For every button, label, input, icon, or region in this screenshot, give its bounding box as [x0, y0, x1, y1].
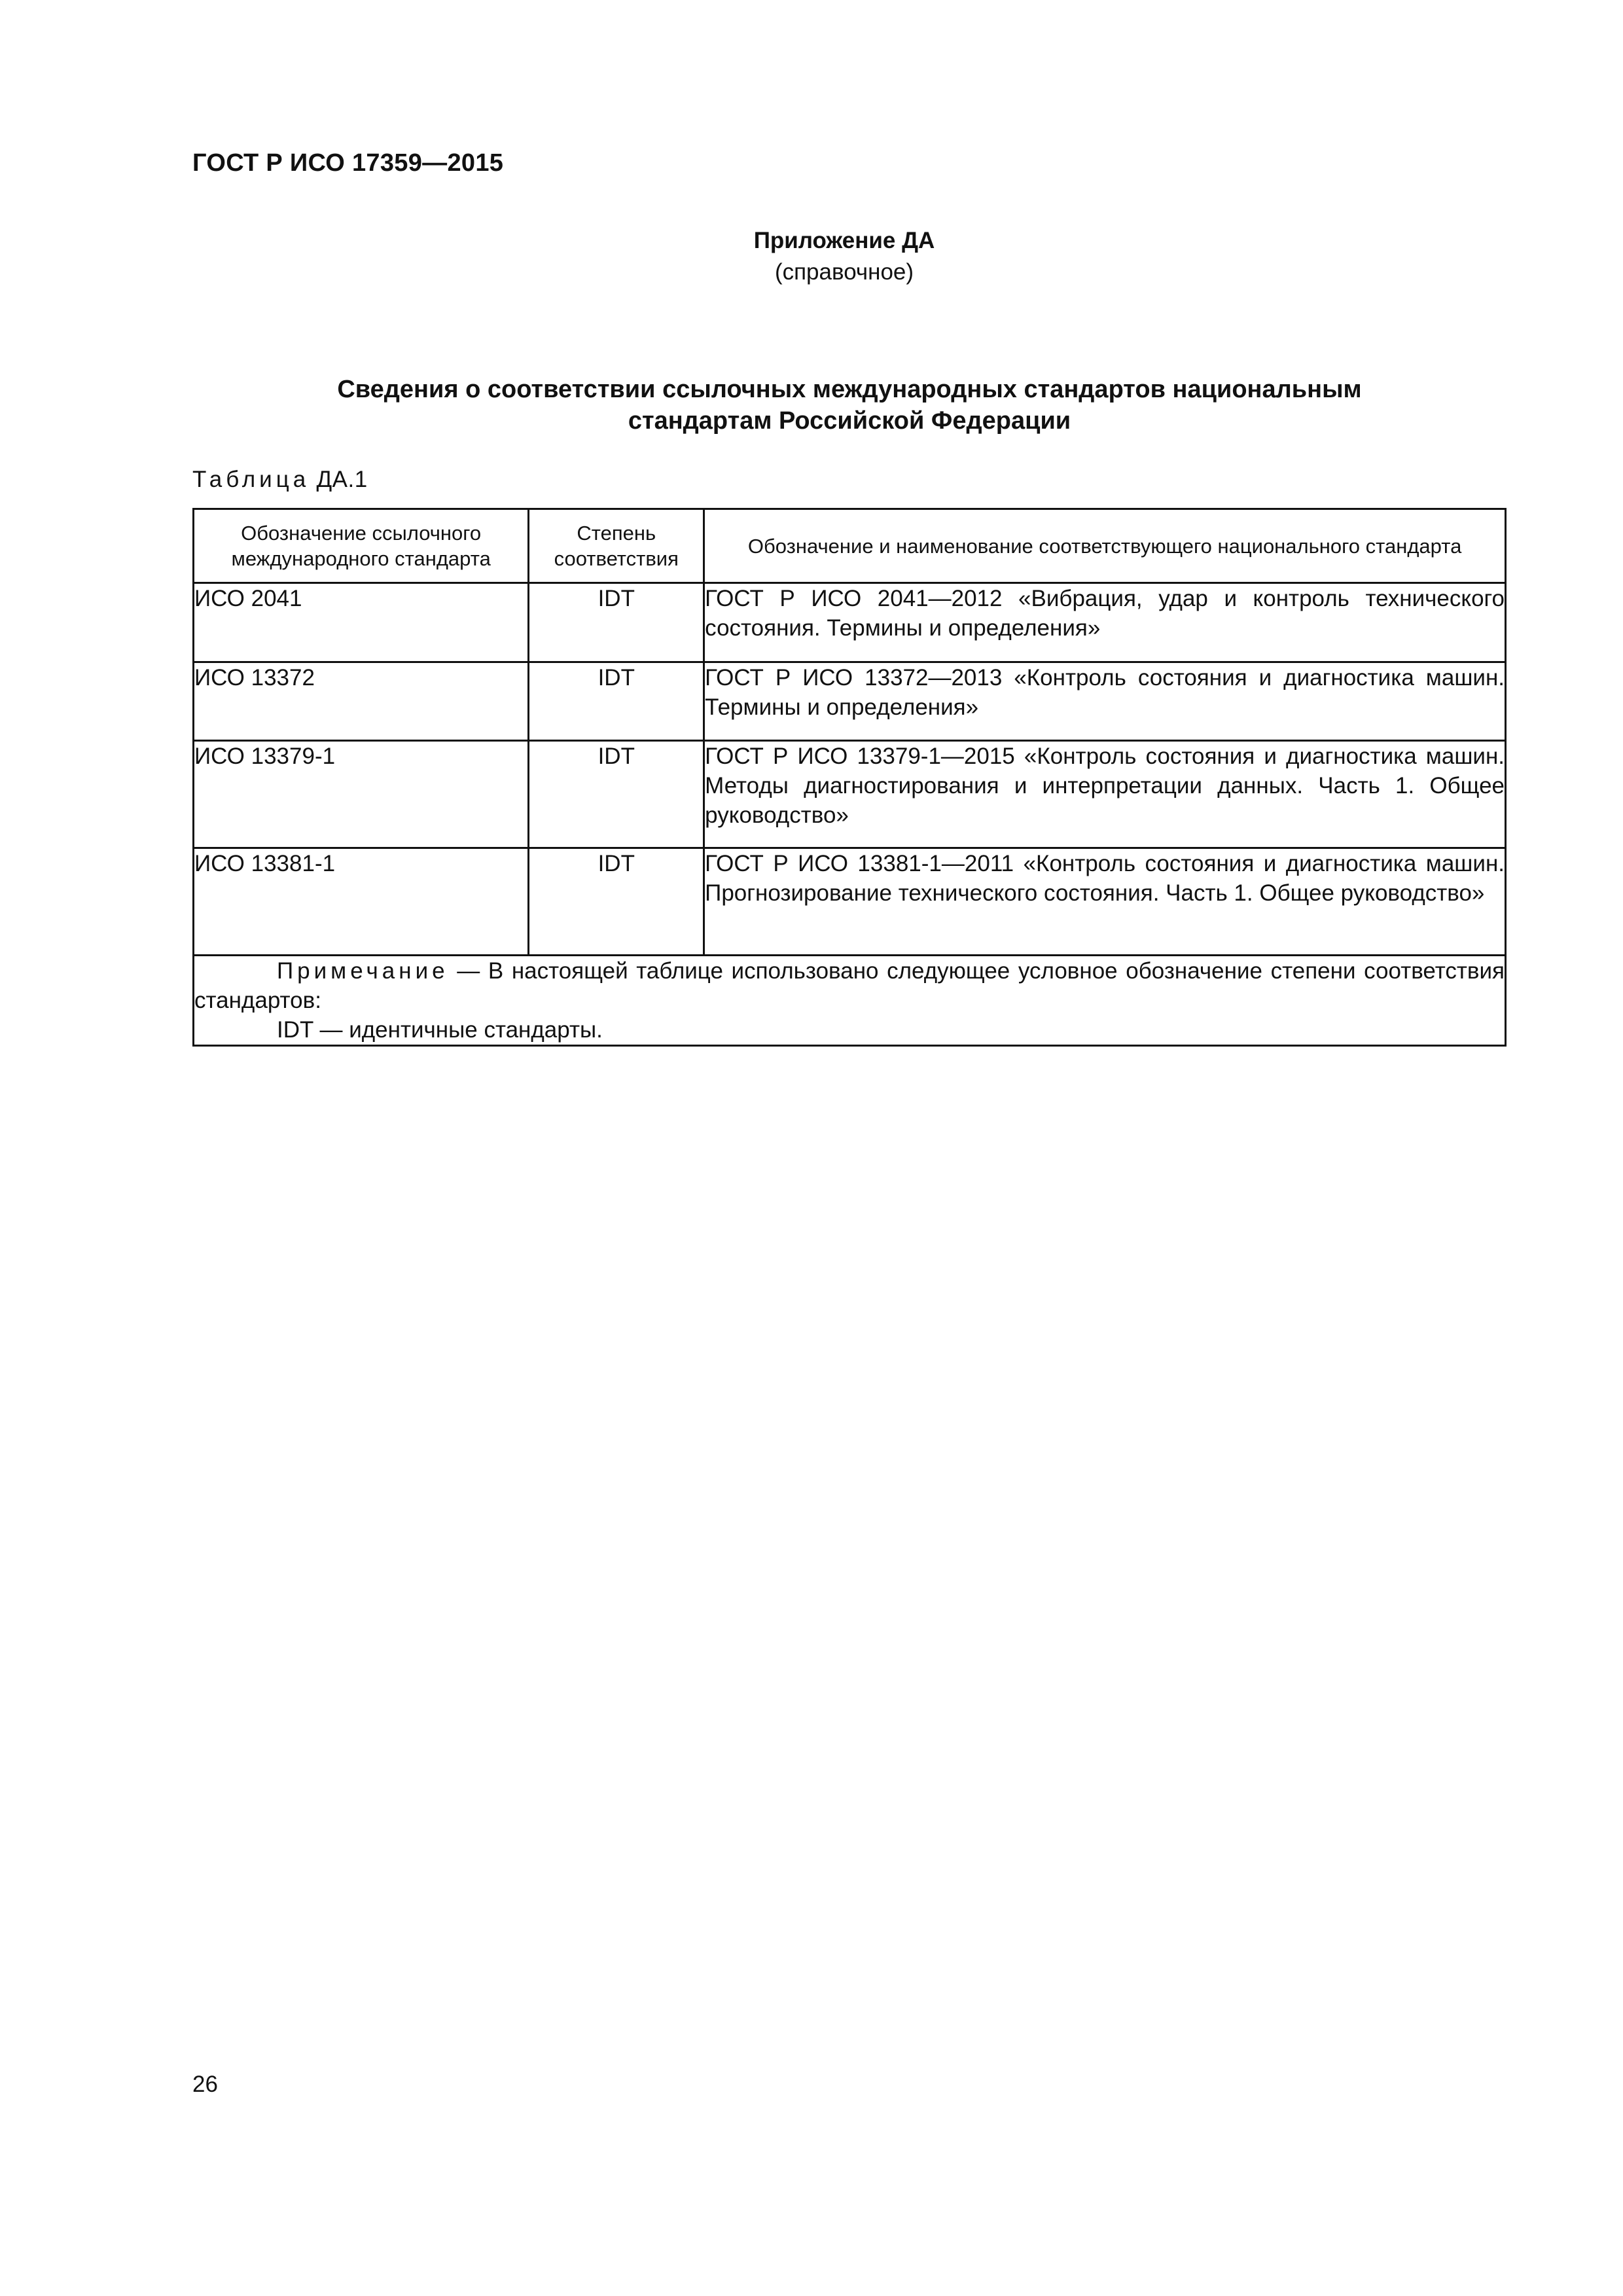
column-header-degree: Степень соответствия — [529, 509, 704, 583]
section-heading-line-1: Сведения о соответствии ссылочных международных стандартов национальным — [337, 376, 1362, 403]
table-caption — [192, 467, 368, 493]
appendix-type: (справочное) — [774, 259, 914, 285]
cell-degree: IDT — [529, 741, 704, 848]
column-header-international-standard: Обозначение ссылочного международного стандарта — [194, 509, 529, 583]
cell-degree: IDT — [529, 848, 704, 956]
note-item: IDT — идентичные стандарты. — [277, 1017, 603, 1043]
note-paragraph — [194, 956, 1505, 1015]
cell-degree: IDT — [529, 583, 704, 662]
note-label: Примечание — [277, 958, 449, 984]
correspondence-table — [192, 508, 1507, 1047]
note-text: — В настоящей таблице использовано следующее условное обозначение степени соответствия стандартов: — [194, 958, 1505, 1013]
cell-national-standard: ГОСТ Р ИСО 2041—2012 «Вибрация, удар и контроль технического состояния. Термины и определения» — [704, 583, 1506, 662]
table-row — [194, 583, 1506, 662]
cell-national-standard: ГОСТ Р ИСО 13381-1—2011 «Контроль состояния и диагностика машин. Прогнозирование технического состояния. Часть 1. Общее руководство» — [704, 848, 1506, 956]
table-header-row — [194, 509, 1506, 583]
section-heading-line-2: стандартам Российской Федерации — [628, 407, 1071, 435]
appendix-block — [641, 225, 1047, 288]
page-number: 26 — [192, 2072, 218, 2097]
cell-international-standard: ИСО 13372 — [194, 662, 529, 741]
cell-national-standard: ГОСТ Р ИСО 13379-1—2015 «Контроль состояния и диагностика машин. Методы диагностирования и интерпретации данных. Часть 1. Общее руководство» — [704, 741, 1506, 848]
table-row — [194, 662, 1506, 741]
table-note — [194, 956, 1506, 1046]
section-heading — [192, 374, 1507, 437]
cell-international-standard: ИСО 13379-1 — [194, 741, 529, 848]
table-row — [194, 741, 1506, 848]
table-row — [194, 848, 1506, 956]
table-caption-number: ДА.1 — [316, 467, 368, 492]
column-header-national-standard: Обозначение и наименование соответствующего национального стандарта — [704, 509, 1506, 583]
table-note-row — [194, 956, 1506, 1046]
cell-international-standard: ИСО 2041 — [194, 583, 529, 662]
cell-degree: IDT — [529, 662, 704, 741]
cell-national-standard: ГОСТ Р ИСО 13372—2013 «Контроль состояния и диагностика машин. Термины и определения» — [704, 662, 1506, 741]
cell-international-standard: ИСО 13381-1 — [194, 848, 529, 956]
appendix-title: Приложение ДА — [753, 228, 935, 253]
table-caption-label: Таблица — [192, 467, 310, 492]
document-code: ГОСТ Р ИСО 17359—2015 — [192, 149, 504, 177]
